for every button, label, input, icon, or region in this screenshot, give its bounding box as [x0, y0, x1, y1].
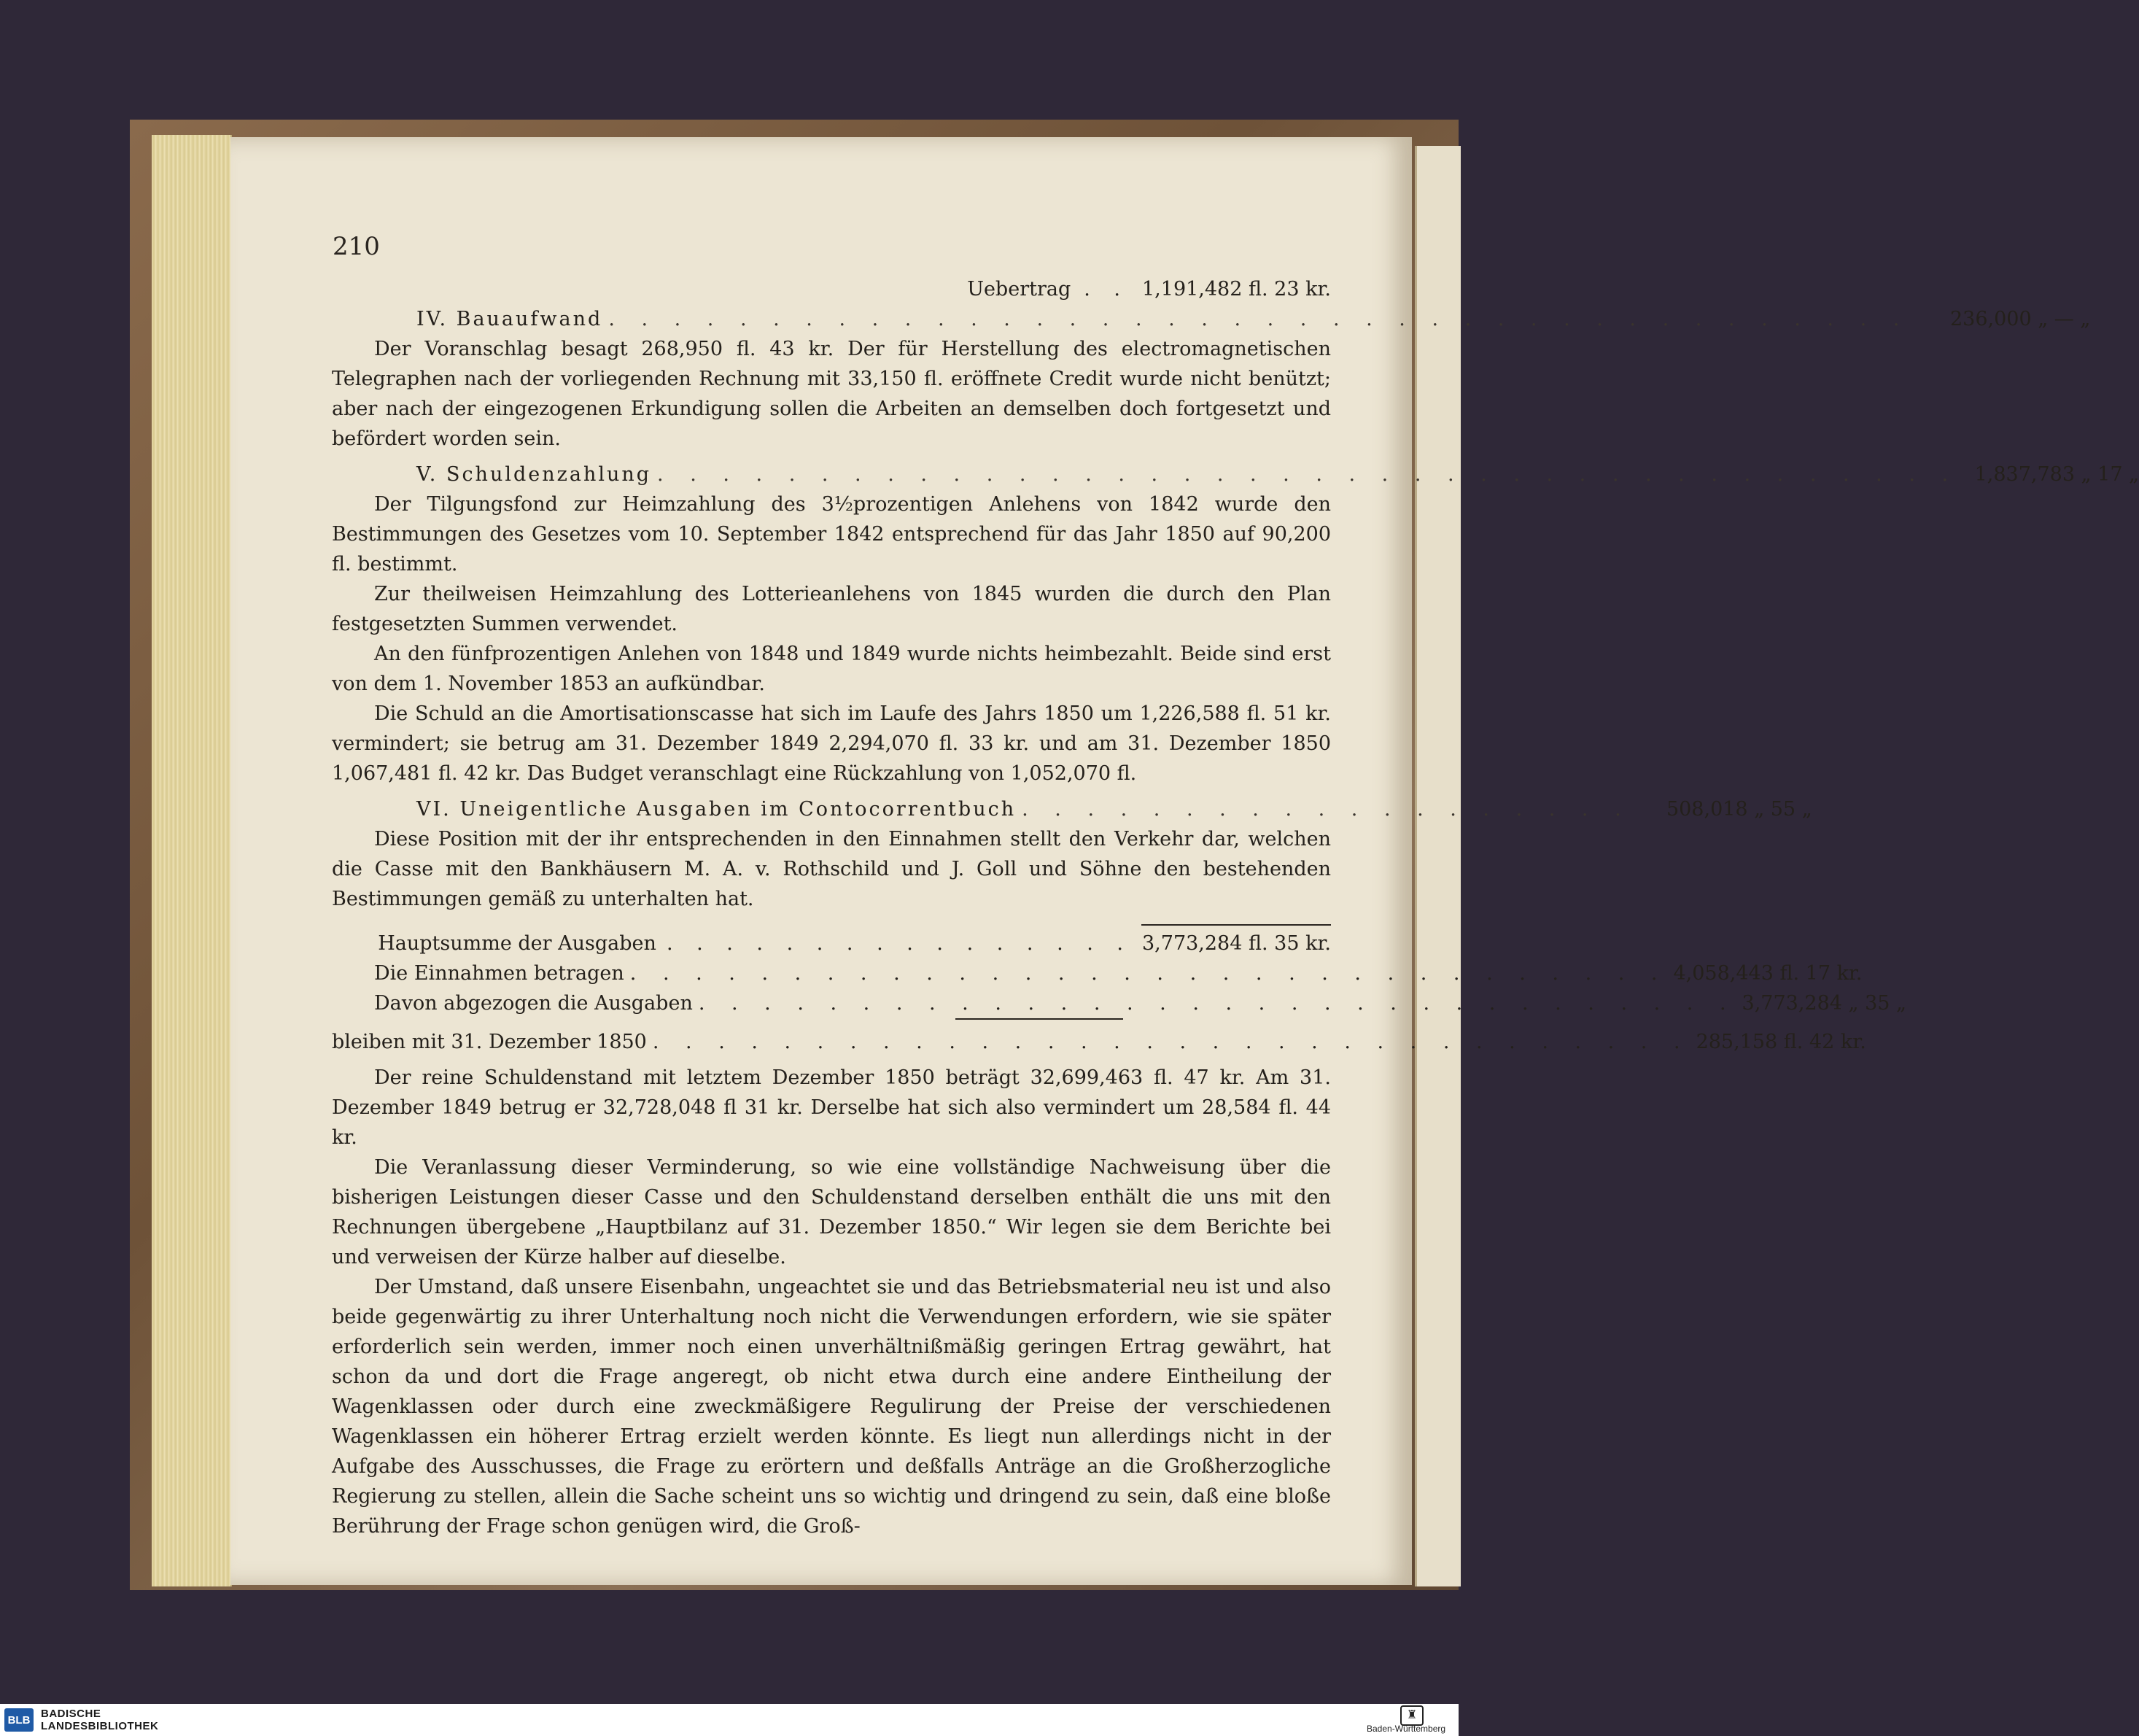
closing-paragraph-1: Der reine Schuldenstand mit letztem Dezember 1850 beträgt 32,699,463 fl. 47 kr. Am 31. Dezember 1849 betrug er 32,728,048 fl 31 kr. Derselbe hat sich also vermindert um 28,584 fl. 44 kr.	[332, 1066, 1331, 1149]
income-row	[332, 958, 1863, 988]
blb-logo-icon[interactable]: BLB	[4, 1708, 34, 1732]
total-dots: . . . . . . . . . . . . . . . .	[666, 932, 1132, 955]
carry-over-row	[332, 274, 1331, 304]
income-dots: . . . . . . . . . . . . . . . . . . . . . . . . . . . . . . . .	[629, 962, 1668, 985]
page-number: 210	[333, 232, 380, 261]
section-v-label: V. Schuldenzahlung	[416, 463, 652, 486]
section-iv-amount: 236,000 „ — „	[1949, 308, 2091, 330]
section-iv-dots: . . . . . . . . . . . . . . . . . . . . . . . . . . . . . . . . . . . . . . . .	[608, 308, 1910, 330]
section-v-paragraph-1: Der Tilgungsfond zur Heimzahlung des 3½prozentigen Anlehens von 1842 wurde den Bestimmungen des Gesetzes vom 10. September 1842 entsprechend für das Jahr 1850 auf 90,200 fl. bestimmt.	[332, 493, 1331, 576]
page-content	[332, 274, 2139, 1541]
section-vi-amount: 508,018 „ 55 „	[1666, 798, 1812, 821]
library-name-line-1: BADISCHE	[41, 1708, 101, 1720]
closing-paragraph-2: Die Veranlassung dieser Verminderung, so wie eine vollständige Nachweisung über die bisherigen Leistungen dieser Casse und den Schuldenstand derselben enthält die uns mit den Rechnungen übergebene „Hauptbilanz auf 31. Dezember 1850.“ Wir legen sie dem Berichte bei und verweisen der Kürze halber auf dieselbe.	[332, 1156, 1331, 1268]
section-vi-label: VI. Uneigentliche Ausgaben im Contocorrentbuch	[416, 798, 1017, 821]
library-name[interactable]	[41, 1708, 158, 1732]
deduct-value: 3,773,284 „ 35 „	[1742, 992, 1907, 1015]
carry-over-amount: 1,191,482 fl. 23 kr.	[1142, 278, 1331, 301]
section-v-row	[332, 460, 2139, 489]
section-iv-paragraph: Der Voranschlag besagt 268,950 fl. 43 kr. Der für Herstellung des electromagnetischen Telegraphen nach der vorliegenden Rechnung mit 33,150 fl. eröffnete Credit wurde nicht benützt; aber nach der eingezogenen Erkundigung sollen die Arbeiten an demselben doch fortgesetzt und befördert worden sein.	[332, 338, 1331, 450]
carry-over-label: Uebertrag	[967, 278, 1071, 301]
page-edges	[152, 135, 232, 1586]
section-v-amount: 1,837,783 „ 17 „	[1974, 463, 2139, 486]
deduct-label: Davon abgezogen die Ausgaben	[374, 992, 693, 1015]
section-vi-dots: . . . . . . . . . . . . . . . . . . .	[1022, 798, 1631, 821]
facing-page-edge	[1415, 146, 1461, 1586]
total-row	[332, 929, 1331, 958]
income-value: 4,058,443 fl. 17 kr.	[1673, 962, 1863, 985]
carry-over-dots: . .	[1084, 278, 1129, 301]
section-v-paragraph-4: Die Schuld an die Amortisationscasse hat sich im Laufe des Jahrs 1850 um 1,226,588 fl. 51 kr. vermindert; sie betrug am 31. Dezember 1849 2,294,070 fl. 33 kr. und am 31. Dezember 1850 1,067,481 fl. 42 kr. Das Budget veranschlagt eine Rückzahlung von 1,052,070 fl.	[332, 702, 1331, 785]
total-label: Hauptsumme der Ausgaben	[378, 932, 656, 955]
remaining-label: bleiben mit 31. Dezember 1850	[332, 1031, 647, 1053]
section-iv-label: IV. Bauaufwand	[416, 308, 603, 330]
total-amount: 3,773,284 fl. 35 kr.	[1142, 932, 1331, 955]
library-name-line-2: LANDESBIBLIOTHEK	[41, 1720, 159, 1732]
closing-paragraph-3: Der Umstand, daß unsere Eisenbahn, ungeachtet sie und das Betriebsmaterial neu ist und also beide gegenwärtig zu ihrer Unterhaltung noch nicht die Verwendungen erfordern, wie sie später erforderlich sein werden, immer noch einen unverhältnißmäßig geringen Ertrag gewährt, hat schon da und dort die Frage angeregt, ob nicht etwa durch eine andere Eintheilung der Wagenklassen oder durch eine zweckmäßigere Regulirung der Preise der verschiedenen Wagenklassen ein höherer Ertrag erzielt werden könnte. Es liegt nun allerdings nicht in der Aufgabe des Ausschusses, die Frage zu erörtern und deßfalls Anträge an die Großherzogliche Regierung zu stellen, allein die Sache scheint uns so wichtig und dringend zu sein, daß eine bloße Berührung der Frage schon genügen wird, die Groß-	[332, 1276, 1331, 1538]
section-vi-paragraph: Diese Position mit der ihr entsprechenden in den Einnahmen stellt den Verkehr dar, welchen die Casse mit den Bankhäusern M. A. v. Rothschild und J. Goll und Söhne den bestehenden Bestimmungen gemäß zu unterhalten hat.	[332, 828, 1331, 910]
remaining-row	[332, 1027, 1866, 1057]
section-iv-row	[332, 304, 2091, 334]
remaining-value: 285,158 fl. 42 kr.	[1696, 1031, 1866, 1053]
section-v-paragraph-3: An den fünfprozentigen Anlehen von 1848 und 1849 wurde nichts heimbezahlt. Beide sind erst von dem 1. November 1853 an aufkündbar.	[332, 643, 1331, 695]
remaining-dots: . . . . . . . . . . . . . . . . . . . . . . . . . . . . . . . .	[652, 1031, 1690, 1053]
footer-bar	[0, 1704, 1459, 1736]
income-label: Die Einnahmen betragen	[374, 962, 624, 985]
section-v-dots: . . . . . . . . . . . . . . . . . . . . . . . . . . . . . . . . . . . . . . . .	[657, 463, 1959, 486]
deduct-dots: . . . . . . . . . . . . . . . . . . . . . . . . . . . . . . . .	[698, 992, 1736, 1015]
state-crest-icon[interactable]: ♜	[1400, 1705, 1424, 1726]
section-v-paragraph-2: Zur theilweisen Heimzahlung des Lotterieanlehens von 1845 wurden die durch den Plan festgesetzten Summen verwendet.	[332, 583, 1331, 635]
state-name: Baden-Württemberg	[1367, 1724, 1446, 1734]
deduct-row	[332, 988, 1907, 1018]
section-vi-row	[332, 794, 1812, 824]
